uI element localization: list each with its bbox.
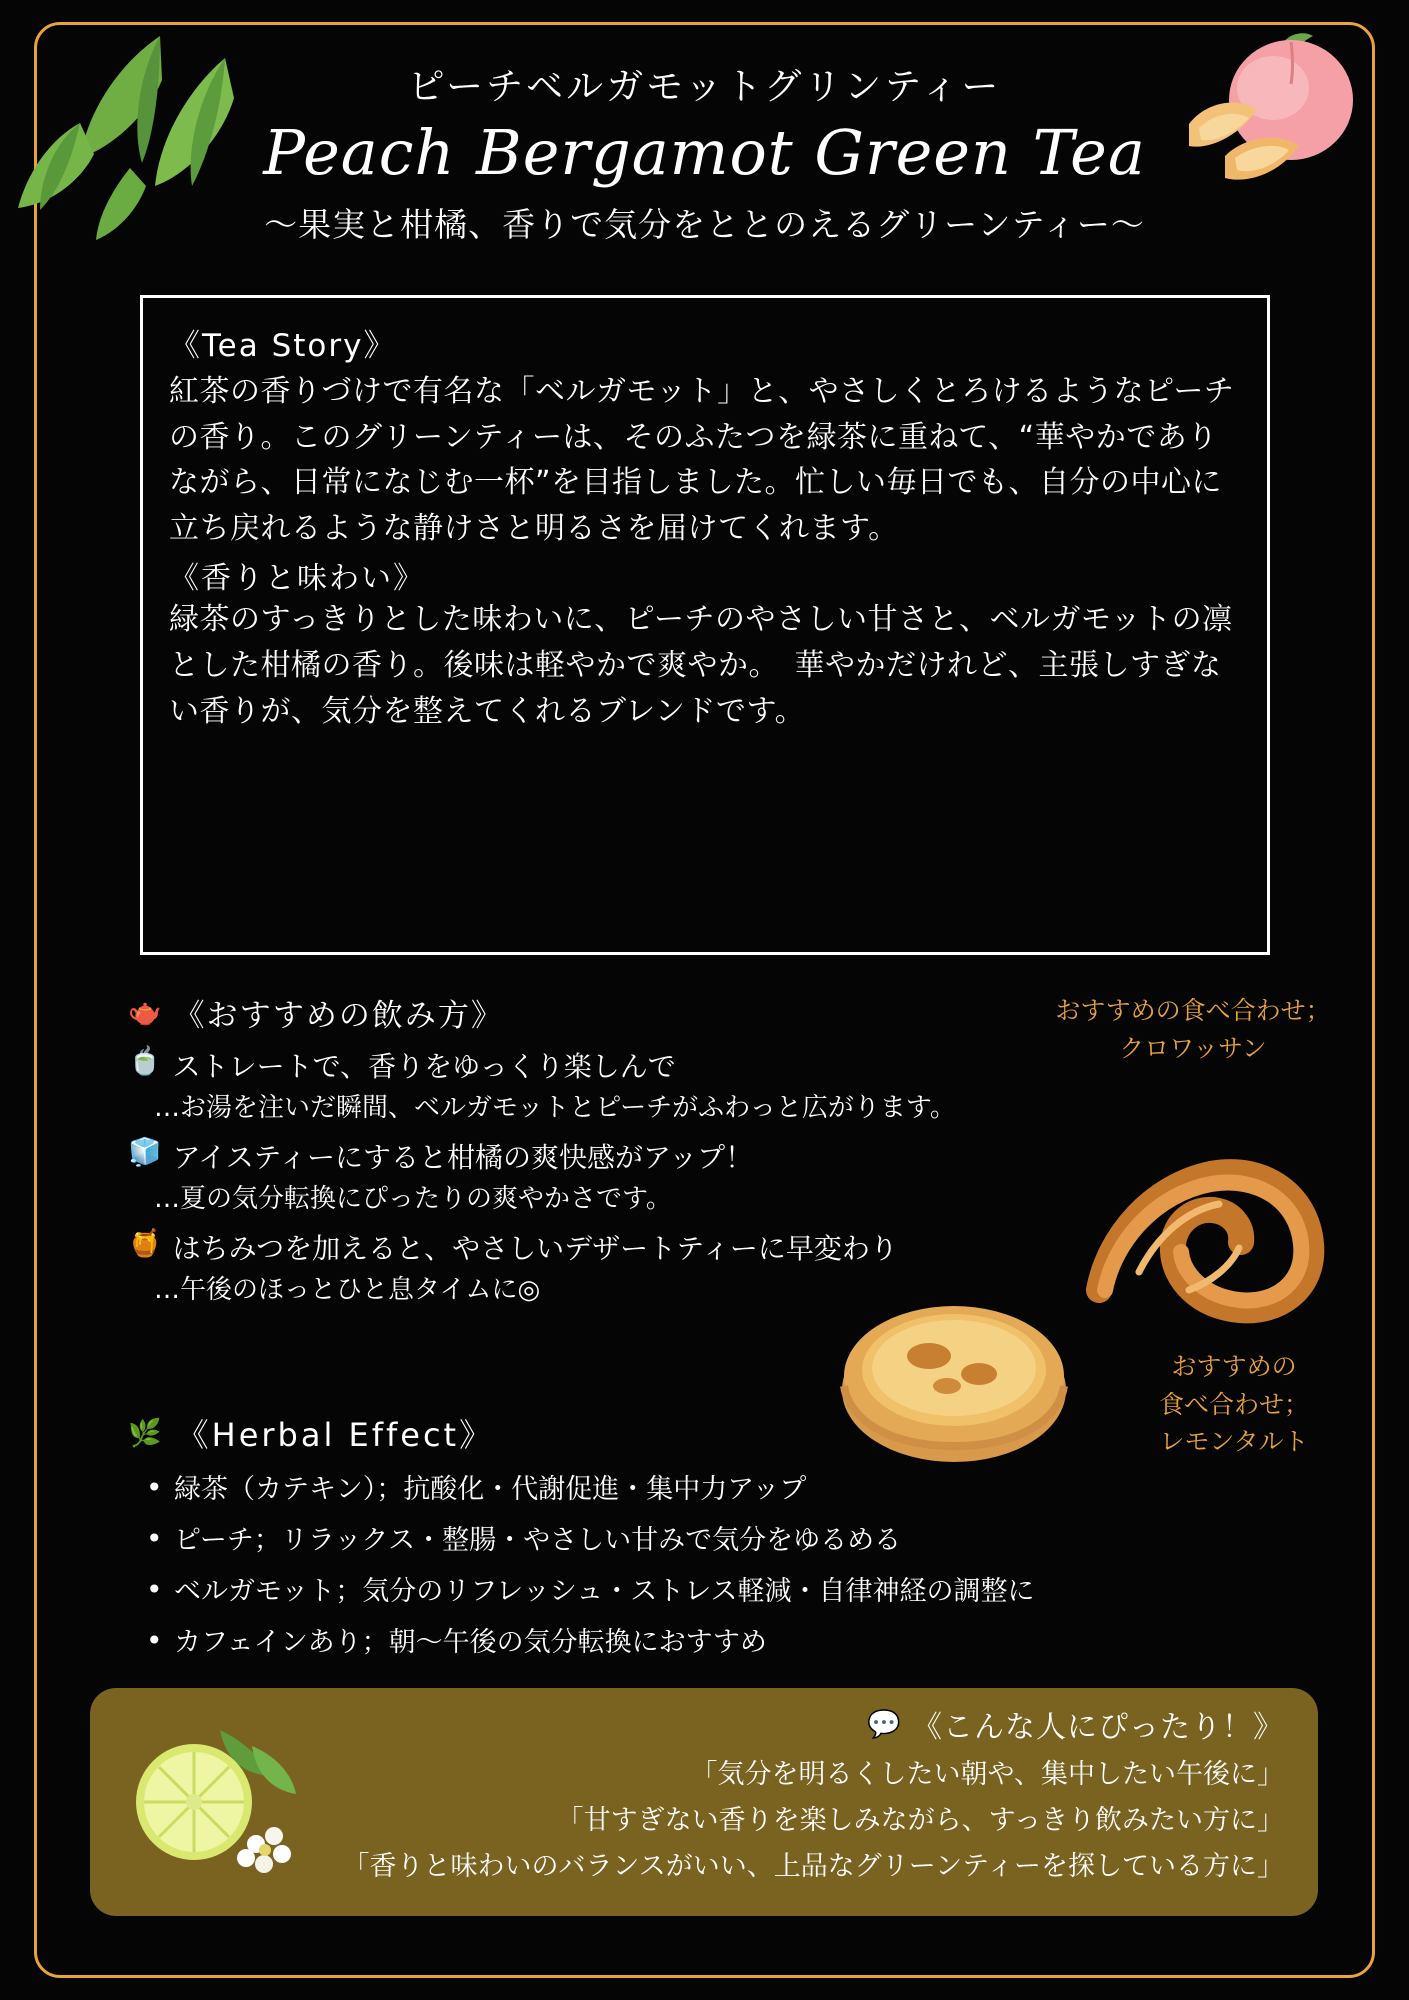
subtitle: 〜果実と柑橘、香りで気分をととのえるグリーンティー〜: [264, 205, 1145, 244]
pairing-croissant-label: [1043, 992, 1343, 1067]
speech-bubble-icon: 💬: [867, 1708, 902, 1740]
list-item: • カフェインあり；朝〜午後の気分転換におすすめ: [128, 1625, 1268, 1660]
howto-item-note: …お湯を注いだ瞬間、ベルガモットとピーチがふわっと広がります。: [154, 1092, 956, 1123]
poster-header: [0, 56, 1409, 246]
recommendation-content: [274, 1702, 1284, 1884]
howto-item-note: …夏の気分転換にぴったりの爽やかさです。: [154, 1183, 672, 1214]
herbal-title-row: [128, 1410, 1268, 1456]
tea-story-heading: 《Tea Story》: [169, 328, 397, 364]
howto-item: [128, 1136, 1058, 1177]
tea-story-paragraph-2: 緑茶のすっきりとした味わいに、ピーチのやさしい甘さと、ベルガモットの凛とした柑橘の香り。後味は軽やかで爽やか。 華やかだけれど、主張しすぎない香りが、気分を整えてくれるブレンドです。: [169, 602, 1233, 729]
pairing-lemon-line2: 食べ合わせ；: [1158, 1389, 1309, 1419]
recommendation-panel: [90, 1688, 1318, 1916]
herbal-title: 《Herbal Effect》: [176, 1416, 495, 1454]
pairing-lemon-line1: おすすめの: [1171, 1352, 1297, 1381]
list-item: • ピーチ；リラックス・整腸・やさしい甘みで気分をゆるめる: [128, 1523, 1268, 1558]
howto-item-text: ストレートで、香りをゆっくり楽しんで: [172, 1050, 676, 1083]
list-item: • ベルガモット；気分のリフレッシュ・ストレス軽減・自律神経の調整に: [128, 1574, 1268, 1609]
croissant-image: [1079, 1140, 1329, 1330]
honey-pot-icon: 🍯: [128, 1227, 162, 1259]
list-item: • 緑茶（カテキン）；抗酸化・代謝促進・集中力アップ: [128, 1472, 1268, 1507]
recommendation-line: 「甘すぎない香りを楽しみながら、すっきり飲みたい方に」: [556, 1805, 1284, 1837]
title-japanese: ピーチベルガモットグリンティー: [407, 65, 1002, 108]
ice-cube-icon: 🧊: [128, 1136, 162, 1168]
pairing-croissant-line1: おすすめの食べ合わせ；: [1055, 996, 1331, 1025]
tea-story-box: [140, 295, 1270, 955]
pairing-lemon-line3: レモンタルト: [1159, 1427, 1309, 1456]
matcha-cup-icon: 🍵: [128, 1046, 162, 1077]
howto-section: [128, 990, 1058, 1308]
howto-title-row: [128, 990, 1058, 1035]
recommendation-line: 「気分を明るくしたい朝や、集中したい午後に」: [690, 1759, 1284, 1790]
herbal-list: [128, 1472, 1268, 1660]
howto-item-note: …午後のほっとひと息タイムに◎: [154, 1274, 541, 1305]
aroma-taste-heading: 《香りと味わい》: [169, 561, 425, 597]
recommendation-title: 《こんな人にぴったり！》: [912, 1710, 1284, 1745]
teapot-icon: 🫖: [128, 997, 164, 1028]
howto-item: [128, 1048, 1058, 1086]
herb-sprig-icon: 🌿: [128, 1417, 165, 1449]
howto-item: [128, 1227, 1058, 1268]
howto-item-text: アイスティーにすると柑橘の爽快感がアップ！: [172, 1140, 754, 1174]
recommendation-title-row: [274, 1702, 1284, 1746]
howto-title: 《おすすめの飲み方》: [173, 998, 504, 1034]
herbal-effect-section: [128, 1410, 1268, 1660]
recommendation-line: 「香りと味わいのバランスがいい、上品なグリーンティーを探している方に」: [342, 1851, 1284, 1883]
title-english: Peach Bergamot Green Tea: [263, 116, 1146, 189]
pairing-croissant-line2: クロワッサン: [1119, 1033, 1267, 1063]
howto-item-text: はちみつを加えると、やさしいデザートティーに早変わり: [172, 1231, 898, 1265]
tea-story-paragraph-1: 紅茶の香りづけで有名な「ベルガモット」と、やさしくとろけるようなピーチの香り。このグリーンティーは、そのふたつを緑茶に重ねて、“華やかでありながら、日常になじむ一杯”を目指しました。忙しい毎日でも、自分の中心に立ち戻れるような静けさと明るさを届けてくれます。: [169, 374, 1235, 546]
